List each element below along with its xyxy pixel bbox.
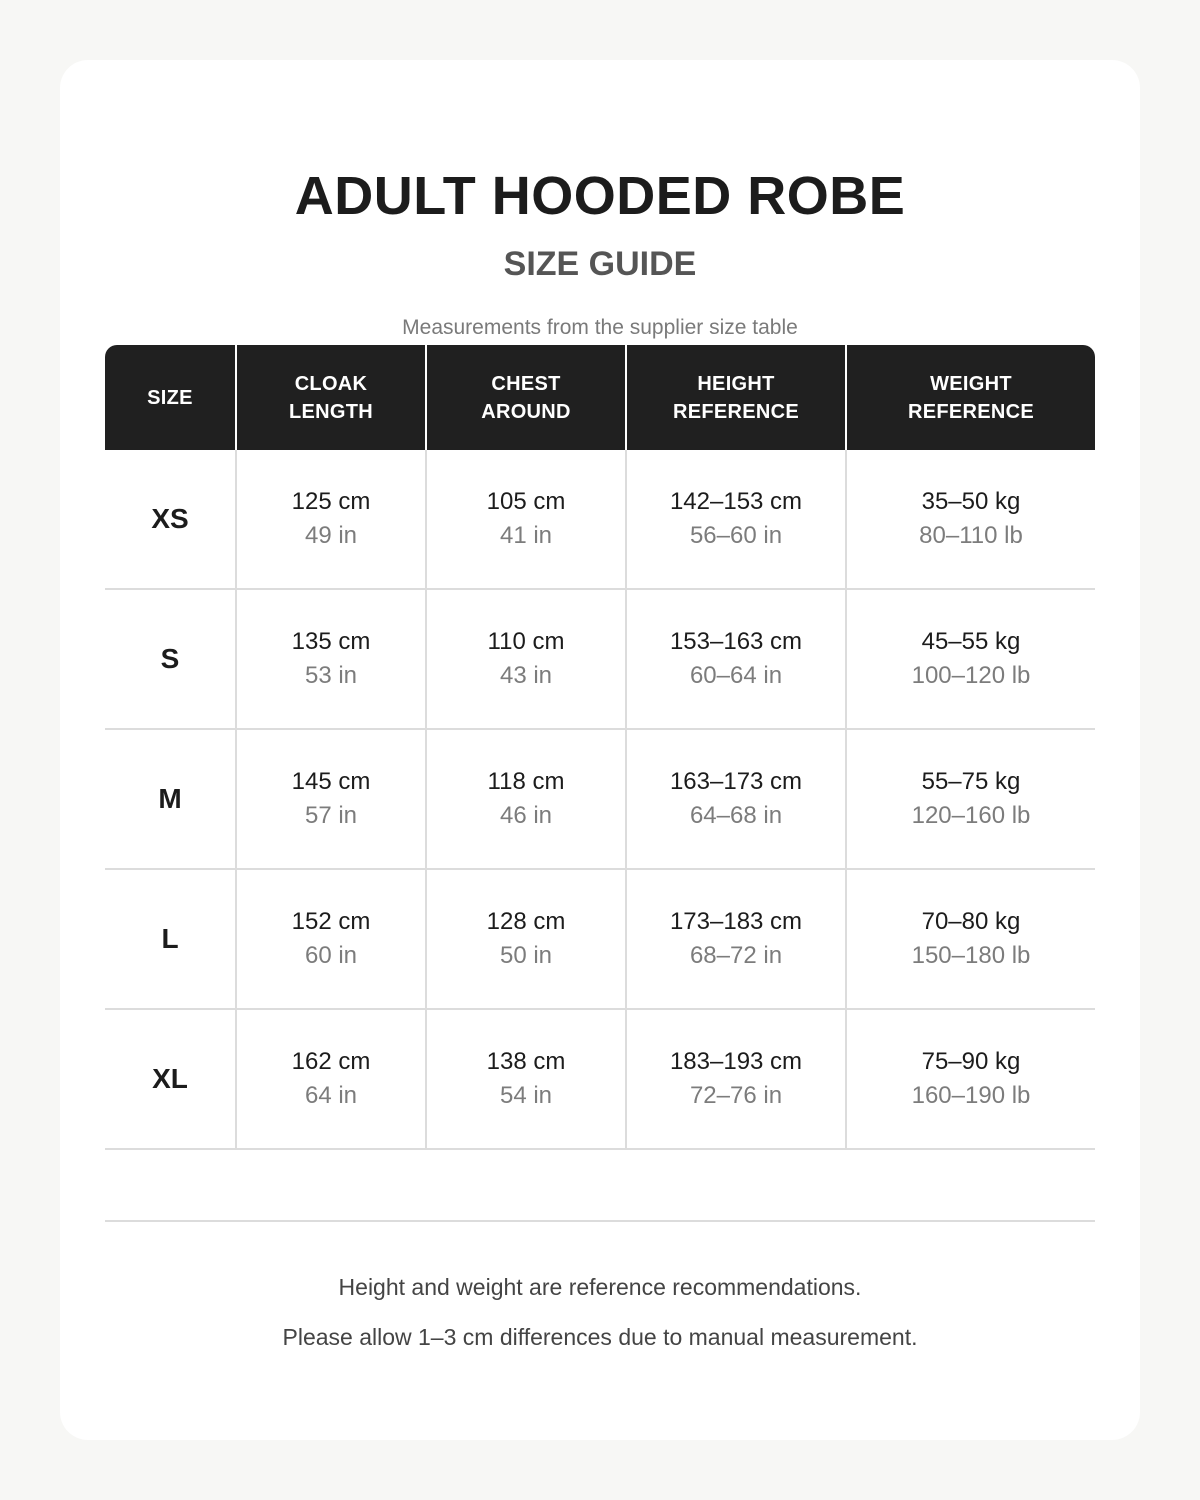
cloak-cm: 125 cm [291, 488, 371, 515]
cloak-cell [235, 590, 425, 728]
chest-in: 46 in [499, 802, 553, 829]
table-row-xl [105, 1010, 1095, 1150]
table-row-s [105, 590, 1095, 730]
height-cell [625, 450, 845, 588]
header-chest-around: CHEST AROUND [425, 345, 625, 450]
tagline: Measurements from the supplier size table [402, 316, 798, 339]
header-height-reference: HEIGHT REFERENCE [625, 345, 845, 450]
table-row-l [105, 870, 1095, 1010]
note-reference: Height and weight are reference recommendations. [338, 1274, 862, 1300]
header-cloak-length: CLOAK LENGTH [235, 345, 425, 450]
cloak-cm: 135 cm [291, 628, 371, 655]
size-cell [105, 450, 235, 588]
cloak-cell [235, 730, 425, 868]
chest-cell [425, 590, 625, 728]
cloak-cell [235, 1010, 425, 1148]
height-cm: 142–153 cm [669, 488, 803, 515]
weight-kg: 45–55 kg [921, 628, 1021, 655]
table-header [105, 345, 1095, 450]
table-row-xs [105, 450, 1095, 590]
size-cell [105, 730, 235, 868]
height-cell [625, 870, 845, 1008]
height-cm: 163–173 cm [669, 768, 803, 795]
height-in: 72–76 in [689, 1082, 783, 1109]
chest-cm: 128 cm [486, 908, 566, 935]
cloak-cell [235, 870, 425, 1008]
weight-cell [845, 590, 1095, 728]
chest-in: 41 in [499, 522, 553, 549]
page-subtitle: SIZE GUIDE [503, 245, 697, 283]
size-cell [105, 590, 235, 728]
size-table [105, 345, 1095, 1150]
weight-cell [845, 730, 1095, 868]
weight-kg: 35–50 kg [921, 488, 1021, 515]
weight-lb: 150–180 lb [911, 942, 1031, 969]
height-cm: 183–193 cm [669, 1048, 803, 1075]
height-cm: 153–163 cm [669, 628, 803, 655]
weight-lb: 80–110 lb [919, 522, 1023, 549]
chest-cell [425, 730, 625, 868]
page-title: ADULT HOODED ROBE [294, 166, 906, 226]
chest-cm: 105 cm [486, 488, 566, 515]
size-cell [105, 1010, 235, 1148]
chest-cm: 110 cm [487, 628, 565, 655]
cloak-in: 53 in [304, 662, 358, 689]
weight-lb: 160–190 lb [911, 1082, 1031, 1109]
size-cell [105, 870, 235, 1008]
size-guide-card [60, 60, 1140, 1440]
height-cell [625, 730, 845, 868]
weight-cell [845, 870, 1095, 1008]
cloak-cm: 152 cm [291, 908, 371, 935]
weight-kg: 70–80 kg [921, 908, 1021, 935]
note-tolerance: Please allow 1–3 cm differences due to manual measurement. [282, 1324, 918, 1350]
table-row-m [105, 730, 1095, 870]
size-label: XS [151, 503, 189, 534]
height-cell [625, 1010, 845, 1148]
chest-cell [425, 450, 625, 588]
chest-in: 50 in [499, 942, 553, 969]
height-in: 64–68 in [689, 802, 783, 829]
chest-cm: 138 cm [486, 1048, 566, 1075]
cloak-cell [235, 450, 425, 588]
size-label: M [158, 783, 182, 814]
height-in: 60–64 in [689, 662, 783, 689]
header-size: SIZE [147, 386, 193, 409]
cloak-in: 60 in [304, 942, 358, 969]
size-label: S [160, 643, 180, 674]
footer-divider [105, 1220, 1095, 1222]
cloak-in: 57 in [304, 802, 358, 829]
height-cell [625, 590, 845, 728]
weight-lb: 100–120 lb [911, 662, 1031, 689]
weight-lb: 120–160 lb [911, 802, 1031, 829]
height-cm: 173–183 cm [669, 908, 803, 935]
chest-cell [425, 870, 625, 1008]
weight-cell [845, 450, 1095, 588]
chest-cell [425, 1010, 625, 1148]
chest-cm: 118 cm [487, 768, 565, 795]
weight-kg: 55–75 kg [921, 768, 1021, 795]
size-label: L [161, 923, 179, 954]
height-in: 56–60 in [689, 522, 783, 549]
cloak-cm: 162 cm [291, 1048, 371, 1075]
size-label: XL [152, 1063, 188, 1094]
weight-kg: 75–90 kg [921, 1048, 1021, 1075]
weight-cell [845, 1010, 1095, 1148]
chest-in: 43 in [499, 662, 553, 689]
header-weight-reference: WEIGHT REFERENCE [845, 345, 1095, 450]
height-in: 68–72 in [689, 942, 783, 969]
cloak-in: 49 in [304, 522, 358, 549]
cloak-cm: 145 cm [291, 768, 371, 795]
cloak-in: 64 in [304, 1082, 358, 1109]
chest-in: 54 in [499, 1082, 553, 1109]
